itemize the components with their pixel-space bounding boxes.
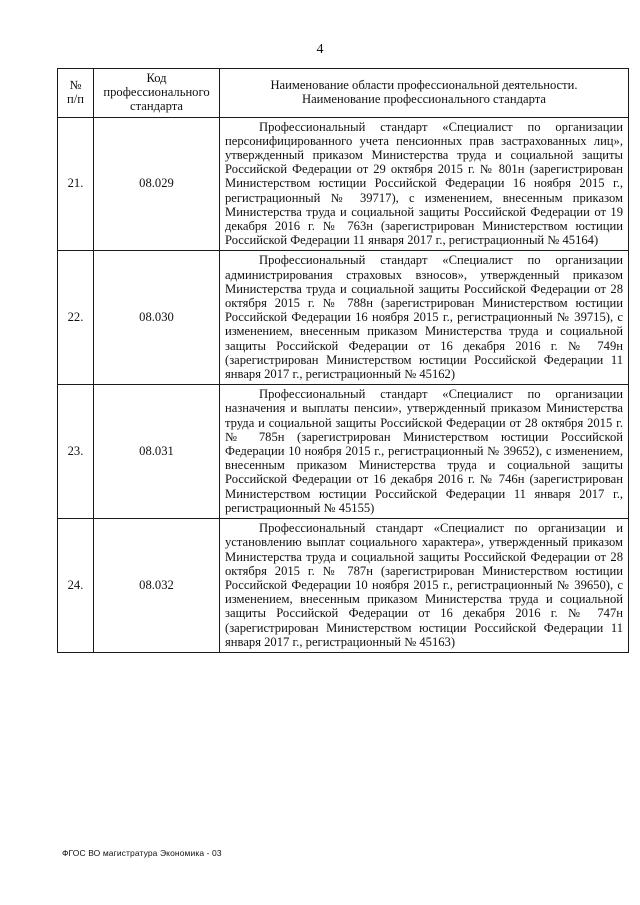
row-number: 22.	[58, 251, 94, 385]
table-row	[58, 117, 629, 251]
row-number: 23.	[58, 385, 94, 519]
row-number: 21.	[58, 117, 94, 251]
table-row	[58, 519, 629, 653]
standard-code: 08.032	[94, 519, 220, 653]
row-number: 24.	[58, 519, 94, 653]
table-row	[58, 251, 629, 385]
header-name-line1: Наименование области профессиональной деятельности.	[270, 78, 578, 93]
page-number: 4	[316, 42, 324, 57]
standards-table	[57, 68, 629, 653]
standard-code: 08.029	[94, 117, 220, 251]
table-header-row	[58, 69, 629, 118]
header-num: № п/п	[58, 69, 94, 118]
standard-name: Профессиональный стандарт «Специалист по организации и установлению выплат социального характера», утвержденный приказом Министерства труда и социальной защиты Российской Федерации от 28 октября 2015 г. № 787н (зарегистрирован Министерством юстиции Российской Федерации 10 ноября 2015 г., регистрационный № 39650), с изменением, внесенным приказом Министерства труда и социальной защиты Российской Федерации от 16 декабря 2016 г. № 747н (зарегистрирован Министерством юстиции Российской Федерации 11 января 2017 г., регистрационный № 45163)	[220, 519, 629, 653]
standard-code: 08.030	[94, 251, 220, 385]
document-footer: ФГОС ВО магистратура Экономика - 03	[62, 848, 222, 858]
table-row	[58, 385, 629, 519]
header-name-line2: Наименование профессионального стандарта	[302, 92, 546, 107]
standard-name: Профессиональный стандарт «Специалист по организации администрирования страховых взносов», утвержденный приказом Министерства труда и социальной защиты Российской Федерации от 28 октября 2015 г. № 788н (зарегистрирован Министерством юстиции Российской Федерации 16 ноября 2015 г., регистрационный № 39715), с изменением, внесенным приказом Министерства труда и социальной защиты Российской Федерации от 16 декабря 2016 г. № 749н (зарегистрирован Министерством юстиции Российской Федерации 11 января 2017 г., регистрационный № 45162)	[220, 251, 629, 385]
header-name	[220, 69, 629, 118]
header-code: Код профессионального стандарта	[94, 69, 220, 118]
standard-code: 08.031	[94, 385, 220, 519]
standard-name: Профессиональный стандарт «Специалист по организации персонифицированного учета пенсионных прав застрахованных лиц», утвержденный приказом Министерства труда и социальной защиты Российской Федерации от 29 октября 2015 г. № 801н (зарегистрирован Министерством юстиции Российской Федерации 16 ноября 2015 г., регистрационный № 39717), с изменением, внесенным приказом Министерства труда и социальной защиты Российской Федерации от 19 декабря 2016 г. № 763н (зарегистрирован Министерством юстиции Российской Федерации 11 января 2017 г., регистрационный № 45164)	[220, 117, 629, 251]
standard-name: Профессиональный стандарт «Специалист по организации назначения и выплаты пенсии», утвержденный приказом Министерства труда и социальной защиты Российской Федерации от 28 октября 2015 г. № 785н (зарегистрирован Министерством юстиции Российской Федерации 10 ноября 2015 г., регистрационный № 39652), с изменением, внесенным приказом Министерства труда и социальной защиты Российской Федерации от 16 декабря 2016 г. № 746н (зарегистрирован Министерством юстиции Российской Федерации 11 января 2017 г., регистрационный № 45155)	[220, 385, 629, 519]
